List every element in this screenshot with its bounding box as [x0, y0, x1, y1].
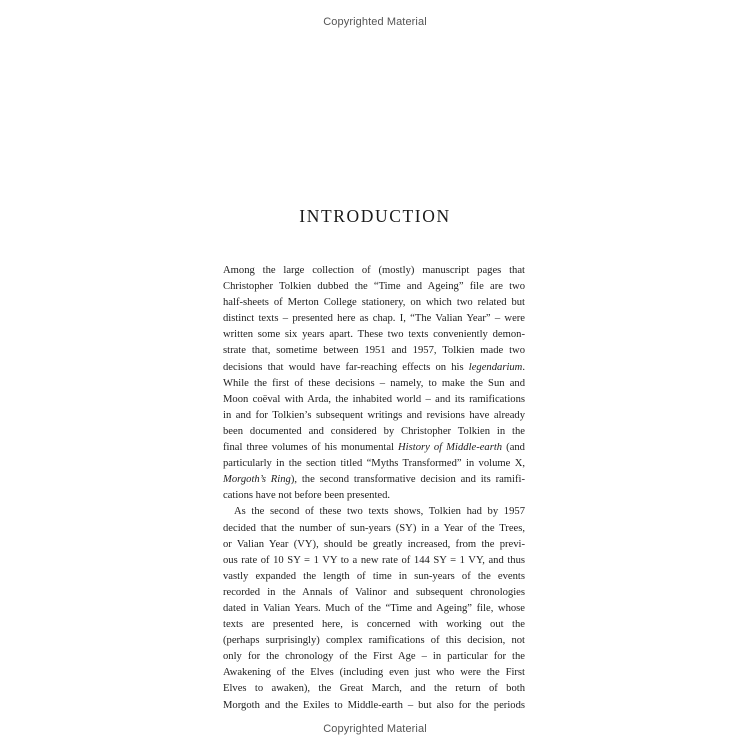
text-line: Moon coëval with Arda, the inhabited world – and its ramifications — [223, 393, 525, 405]
text-line: or Valian Year (VY), should be greatly increased, from the previ- — [223, 538, 525, 550]
text-line: texts are presented here, is concerned with working out the — [223, 619, 525, 631]
text-line: cations have not before been presented. — [223, 490, 391, 502]
text-line: decided that the number of sun-years (SY) in a Year of the Trees, — [223, 522, 525, 534]
copyright-watermark-bottom: Copyrighted Material — [323, 723, 427, 735]
text-line: Morgoth’s Ring), the second transformative decision and its ramifi- — [223, 474, 525, 486]
text-line: in and for Tolkien’s subsequent writings and revisions have already — [223, 409, 525, 421]
text-line: ous rate of 10 SY = 1 VY to a new rate of 144 SY = 1 VY, and thus — [223, 554, 525, 566]
text-line: Among the large collection of (mostly) manuscript pages that — [223, 265, 525, 276]
text-line: vastly expanded the length of time in sun-years of the events — [223, 570, 525, 582]
text-line: Christopher Tolkien dubbed the “Time and Ageing” file are two — [223, 281, 525, 293]
text-line: (perhaps surprisingly) complex ramifications of this decision, not — [223, 635, 525, 647]
text-line: particularly in the section titled “Myths Transformed” in volume X, — [223, 458, 525, 470]
text-line: Elves to awaken), the Great March, and the return of both — [223, 683, 525, 695]
text-line: As the second of these two texts shows, Tolkien had by 1957 — [234, 506, 525, 518]
text-line: decisions that would have far-reaching effects on his legendarium. — [223, 361, 525, 373]
text-line: dated in Valian Years. Much of the “Time and Ageing” file, whose — [223, 602, 525, 614]
text-line: recorded in the Annals of Valinor and subsequent chronologies — [223, 586, 525, 598]
chapter-title: INTRODUCTION — [299, 206, 451, 226]
text-line: written some six years apart. These two texts conveniently demon- — [223, 329, 525, 341]
text-line: Awakening of the Elves (including even just who were the First — [223, 667, 525, 679]
text-line: final three volumes of his monumental History of Middle-earth (and — [223, 442, 525, 454]
text-line: distinct texts – presented here as chap. I, “The Valian Year” – were — [223, 313, 525, 325]
text-line: been documented and considered by Christopher Tolkien in the — [223, 425, 525, 437]
copyright-watermark-top: Copyrighted Material — [323, 16, 427, 28]
body-text — [223, 263, 525, 714]
text-line: While the first of these decisions – namely, to make the Sun and — [223, 377, 525, 389]
text-line: Morgoth and the Exiles to Middle-earth – but also for the periods — [223, 699, 525, 711]
text-line: only for the chronology of the First Age – in particular for the — [223, 651, 525, 663]
text-line: half-sheets of Merton College stationery, on which two related but — [223, 297, 525, 309]
text-line: strate that, sometime between 1951 and 1957, Tolkien made two — [223, 345, 525, 357]
